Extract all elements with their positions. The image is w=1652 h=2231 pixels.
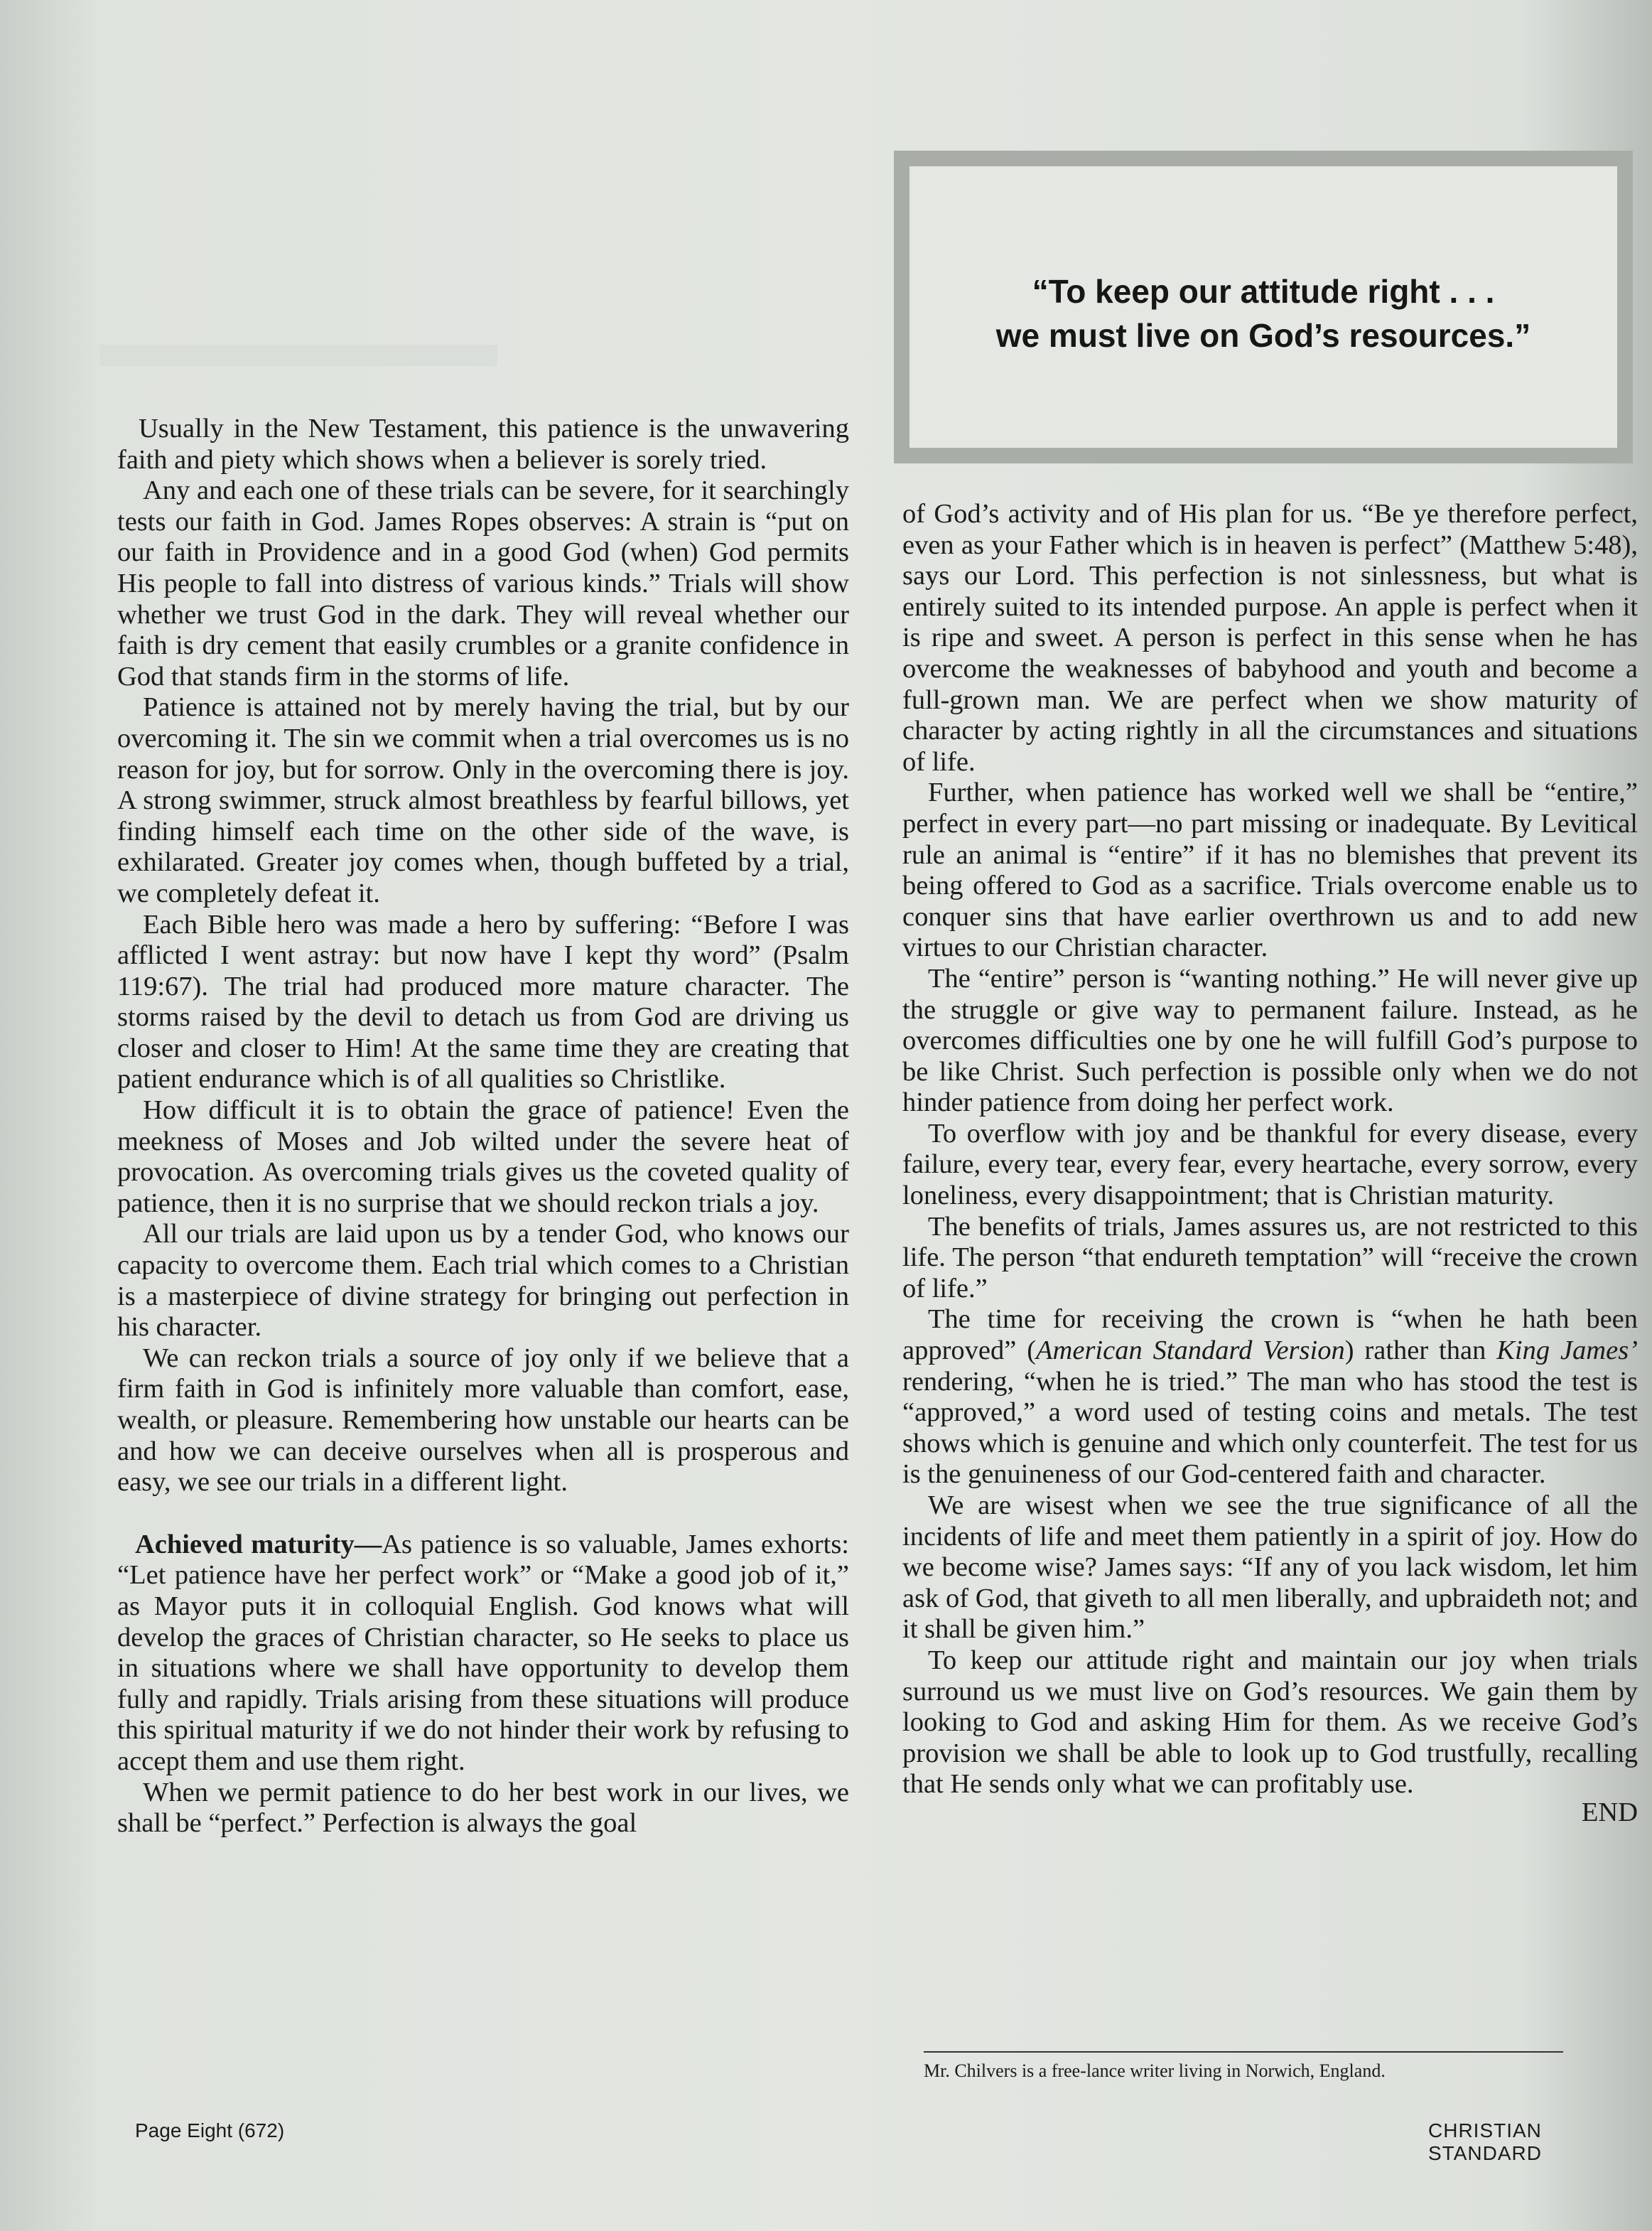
paragraph: Patience is attained not by merely having the trial, but by our overcoming it. The sin we commit when a trial overcomes us is no reason for joy, but for sorrow. Only in the overcoming there is joy. A strong swimmer, struck almost breathless by fearful billows, yet finding himself each time on the other side of the wave, is exhilarated. Greater joy comes when, though buffeted by a trial, we completely defeat it. — [117, 692, 849, 908]
pull-quote-box — [894, 151, 1633, 463]
paragraph: How difficult it is to obtain the grace of patience! Even the meekness of Moses and Job wilted under the severe heat of provocation. As overcoming trials gives us the coveted quality of patience, then it is no surprise that we should reckon trials a joy. — [117, 1095, 849, 1218]
version-citation: American Standard Version — [1036, 1335, 1345, 1366]
pull-quote-line-1: “To keep our attitude right . . . — [1032, 273, 1495, 310]
paragraph: The “entire” person is “wanting nothing.” He will never give up the struggle or give way to permanent failure. Instead, as he overcomes difficulties one by one he will fulfill God’s purpose to be like Christ. Such perfection is possible only when we do not hinder patience from doing her perfect work. — [902, 963, 1638, 1118]
paragraph: of God’s activity and of His plan for us. “Be ye therefore perfect, even as your Father which is in heaven is perfect” (Matthew 5:48), says our Lord. This perfection is not sinlessness, but what is entirely suited to its intended purpose. An apple is perfect when it is ripe and sweet. A person is perfect in this sense when he has overcome the weaknesses of babyhood and youth and become a full-grown man. We are perfect when we show maturity of character by acting rightly in all the circumstances and situations of life. — [902, 499, 1638, 777]
paragraph: To keep our attitude right and maintain our joy when trials surround us we must live on God’s resources. We gain them by looking to God and asking Him for them. As we receive God’s provision we shall be able to look up to God trustfully, recalling that He sends only what we can profitably use. — [902, 1645, 1638, 1800]
left-text-column — [117, 414, 849, 1839]
author-footnote: Mr. Chilvers is a free-lance writer living in Norwich, England. — [924, 2051, 1563, 2082]
paragraph: We can reckon trials a source of joy only if we believe that a firm faith in God is infinitely more valuable than comfort, ease, wealth, or pleasure. Remembering how unstable our hearts can be and how we can deceive ourselves when all is prosperous and easy, we see our trials in a different light. — [117, 1343, 849, 1498]
paragraph: When we permit patience to do her best work in our lives, we shall be “perfect.” Perfection is always the goal — [117, 1777, 849, 1839]
paragraph-text: ) rather than — [1344, 1335, 1497, 1366]
run-in-subhead: Achieved maturity— — [135, 1529, 382, 1559]
end-mark: END — [1581, 1797, 1638, 1827]
paragraph-text: As patience is so valuable, James exhorts: “Let patience have her perfect work” or “Make a good job of it,” as Mayor puts it in colloquial English. God knows what will develop the graces of Christian character, so He seeks to place us in situations where we shall have opportunity to develop them fully and rapidly. Trials arising from these situations will produce this spiritual maturity if we do not hinder their work by refusing to accept them and use them right. — [117, 1529, 849, 1776]
paragraph: Further, when patience has worked well we shall be “entire,” perfect in every part—no part missing or inadequate. By Levitical rule an animal is “entire” if it has no blemishes that prevent its being offered to God as a sacrifice. Trials overcome enable us to conquer sins that have earlier overthrown us and to add new virtues to our Christian character. — [902, 778, 1638, 963]
version-citation: King James’ — [1496, 1335, 1638, 1366]
subhead-paragraph — [117, 1530, 849, 1778]
page-number-folio: Page Eight (672) — [135, 2119, 285, 2141]
paragraph: To overflow with joy and be thankful for every disease, every failure, every tear, every fear, every heartache, every sorrow, every loneliness, every disappointment; that is Christian maturity. — [902, 1118, 1638, 1211]
publication-name-folio: CHRISTIAN STANDARD — [1428, 2119, 1542, 2164]
paragraph: All our trials are laid upon us by a tender God, who knows our capacity to overcome them. Each trial which comes to a Christian is a masterpiece of divine strategy for bringing out perfection in his character. — [117, 1219, 849, 1343]
right-text-column — [902, 499, 1638, 1829]
faded-byline-bleedthrough — [99, 345, 497, 366]
paragraph-text: rendering, “when he is tried.” The man who has stood the test is “approved,” a word used of testing coins and metals. The test shows which is genuine and which only counterfeit. The test for us is the genuineness of our God-centered faith and character. — [902, 1366, 1638, 1490]
paragraph: We are wisest when we see the true significance of all the incidents of life and meet them patiently in a spirit of joy. How do we become wise? James says: “If any of you lack wisdom, let him ask of God, that giveth to all men liberally, and upbraideth not; and it shall be given him.” — [902, 1490, 1638, 1645]
paragraph: The benefits of trials, James assures us, are not restricted to this life. The person “that endureth temptation” will “receive the crown of life.” — [902, 1211, 1638, 1303]
paragraph-text: The time for receiving the crown is “when he hath been approved” ( — [902, 1304, 1638, 1366]
paragraph: Any and each one of these trials can be severe, for it searchingly tests our faith in God. James Ropes observes: A strain is “put on our faith in Providence and in a good God (when) God permits His people to fall into distress of various kinds.” Trials will show whether we trust God in the dark. They will reveal whether our faith is dry cement that easily crumbles or a granite confidence in God that stands firm in the storms of life. — [117, 475, 849, 692]
pull-quote-line-2: we must live on God’s resources.” — [995, 317, 1531, 354]
paragraph: Each Bible hero was made a hero by suffering: “Before I was afflicted I went astray: but now have I kept thy word” (Psalm 119:67). The trial had produced more mature character. The storms raised by the devil to detach us from God are driving us closer and closer to Him! At the same time they are creating that patient endurance which is of all qualities so Christlike. — [117, 909, 849, 1095]
paragraph — [902, 1304, 1638, 1490]
paragraph: Usually in the New Testament, this patience is the unwavering faith and piety which shows when a believer is sorely tried. — [117, 414, 849, 475]
pull-quote-text — [996, 257, 1530, 358]
